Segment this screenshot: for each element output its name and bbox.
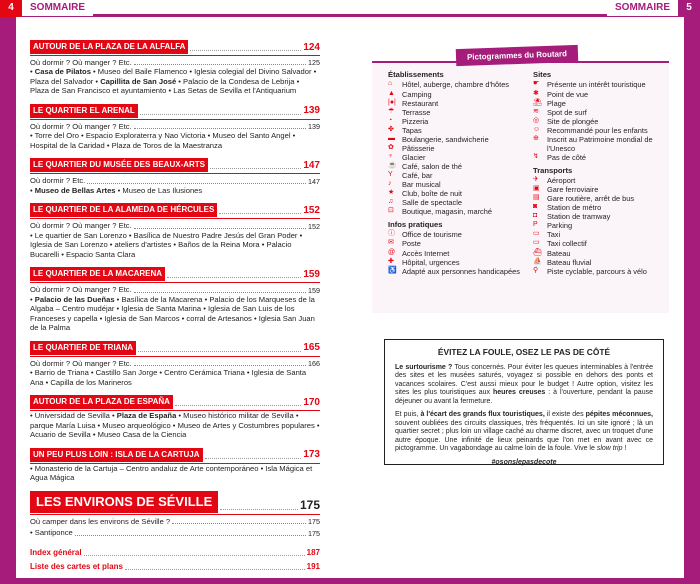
dot-leader	[205, 458, 302, 459]
toc-entry-page: 159	[308, 285, 320, 295]
toc-section-heading[interactable]	[30, 267, 320, 281]
toc-section-heading[interactable]	[30, 158, 320, 172]
toc-section-label: LE QUARTIER DE LA ALAMEDA DE HÉRCULES	[30, 203, 217, 217]
avoid-crowds-paragraph-2: Et puis, à l'écart des grands flux touristiques, il existe des pépites méconnues, souvent oubliées des circuits classiques, très fréquentés. Ici un site ignoré ; là un quartier secret ; plus loin un village caché au charme discret, avec un troquet d'une autre époque. Une infinité de lieux peinards que l'on met en avant avec ce pictogramme. Un vagabondage au calme loin de la foule. Vive le slow trip !	[395, 411, 653, 453]
toc-entry-page: 139	[308, 122, 320, 132]
pictogram-category: Établissements	[388, 70, 444, 79]
pictogram-label: Pas de côté	[547, 152, 587, 162]
pictogram-item	[533, 126, 668, 135]
pictogram-icon: ♿	[388, 266, 397, 274]
toc-section-sites: • Casa de Pilatos • Museo del Baile Flamenco • Iglesia colegial del Divino Salvador • Plaza del Salvador • Capillita de San José • Palacio de la Condesa de Lebrija • Plaza de San Francisco et ayuntamiento • Las Setas de Sevilla et l'Antiquarium	[30, 67, 317, 96]
pictogram-item	[533, 176, 668, 185]
pictogram-icon: ◎	[533, 116, 540, 124]
pictogram-item	[533, 230, 668, 239]
pictogram-item	[533, 90, 668, 99]
toc-section-label: LE QUARTIER EL ARENAL	[30, 104, 138, 118]
section-rule	[30, 173, 320, 174]
pictogram-item	[533, 267, 668, 276]
dot-leader	[219, 213, 301, 214]
pictogram-item	[388, 126, 533, 135]
pictogram-icon: ☺	[533, 125, 541, 133]
table-of-contents	[30, 40, 320, 572]
environs-heading[interactable]	[30, 491, 320, 513]
pictogram-label: Café, bar	[402, 170, 433, 180]
pictogram-item	[388, 171, 533, 180]
pictogram-label: Club, boîte de nuit	[402, 188, 462, 198]
pictogram-label: Taxi	[547, 230, 561, 240]
pictogram-category: Sites	[533, 70, 552, 79]
pictogram-label: Gare routière, arrêt de bus	[547, 194, 635, 204]
pictogram-label: Inscrit au Patrimoine mondial de l'Unesco	[547, 134, 653, 153]
pictogram-item	[533, 117, 668, 126]
pictogram-item	[388, 189, 533, 198]
toc-section-sites: • Palacio de las Dueñas • Basílica de la Macarena • Palacio de los Marqueses de la Algaba – Centro mudéjar • Iglesia de Santa Marina • Iglesia de San Luis de los Franceses y capella • Iglesia de San Marcos • corral de Artesanos • Iglesia San Juan de la Palma	[30, 294, 315, 333]
toc-entry-page: 166	[308, 359, 320, 369]
toc-section-sites: • Barrio de Triana • Castillo San Jorge • Centro Cerámica Triana • Iglesia de Santa Ana • Capilla de los Marineros	[30, 368, 307, 387]
toc-section	[30, 203, 320, 259]
pictogram-label: Adapté aux personnes handicapées	[402, 266, 520, 276]
toc-entry[interactable]	[30, 58, 320, 67]
pictogram-label: Salle de spectacle	[402, 197, 462, 207]
hashtag: #osonslepasdecote	[491, 458, 557, 466]
pictogram-item	[388, 180, 533, 189]
pictogram-category: Transports	[533, 165, 573, 175]
toc-section-sites: • Le quartier de San Lorenzo • Basílica de Nuestro Padre Jesús del Gran Poder • Iglesia de San Lorenzo • ateliers d'artistes • Baños de la Reina Mora • Palacio Bucarelli • Espacio Santa Clara	[30, 230, 303, 259]
pictogram-label: Parking	[547, 221, 573, 231]
pictogram-label: Présente un intérêt touristique	[547, 80, 646, 90]
avoid-crowds-paragraph-1: Le surtourisme ? Tous concernés. Pour éviter les queues interminables à l'entrée des sites et les musées saturés, voyagez si possible en dehors des ponts et vacances scolaires. C'est aussi mieux pour le budget ! Autre option, visitez les sites les plus touristiques aux heures creuses : à l'ouverture, pendant la pause déjeuner ou avant la fermeture.	[395, 363, 653, 405]
index-entry-page: 187	[306, 547, 320, 557]
pictogram-item	[388, 153, 533, 162]
dot-leader	[125, 569, 305, 570]
toc-entry-page: 147	[308, 176, 320, 186]
pictogram-icon: ▭	[533, 230, 540, 238]
toc-entry-text: Où dormir ? Où manger ? Etc.	[30, 285, 132, 295]
index-entry[interactable]	[30, 562, 320, 572]
pictogram-item	[388, 267, 533, 276]
pictogram-item	[388, 135, 533, 144]
index-entry-text: Index général	[30, 547, 82, 557]
pictogram-icon: ♪	[388, 179, 392, 187]
pictogram-item	[533, 194, 668, 203]
toc-section-page: 159	[303, 268, 320, 280]
dot-leader	[175, 405, 301, 406]
pictogram-icon: ♫	[388, 197, 394, 205]
toc-section-sites: • Monasterio de la Cartuja – Centro andaluz de Arte contemporáneo • Isla Mágica et Agua Mágica	[30, 463, 313, 483]
pictogram-icon: ✈	[533, 176, 539, 184]
pictogram-icon: ⌂	[388, 80, 393, 88]
pictogram-icon: ≋	[533, 107, 539, 115]
toc-section-label: LE QUARTIER DE LA MACARENA	[30, 267, 165, 281]
dot-leader	[138, 351, 301, 352]
pictogram-icon: ✤	[388, 125, 394, 133]
pictogram-icon: ◘	[533, 212, 538, 220]
toc-section-sites: • Torre del Oro • Espacio Exploraterra y Nao Victoria • Museo del Santo Angel • Hospital de la Caridad • Plaza de Toros de la Maestranza	[30, 131, 296, 150]
pictogram-icon: ✿	[388, 143, 394, 151]
pictogram-icon: ▲	[388, 89, 395, 97]
toc-entry[interactable]	[30, 285, 320, 294]
pictogram-title: Pictogrammes du Routard	[456, 45, 579, 66]
pictogram-icon: ⚲	[533, 266, 539, 274]
pictogram-column-left	[388, 70, 533, 276]
dot-leader	[134, 228, 306, 229]
toc-section-label: AUTOUR DE LA PLAZA DE LA ALFALFA	[30, 40, 188, 54]
pictogram-icon: ☂	[388, 107, 395, 115]
pictogram-label: Hôtel, auberge, chambre d'hôtes	[402, 80, 509, 90]
toc-section	[30, 395, 320, 439]
pictogram-icon: ⓘ	[388, 230, 395, 238]
pictogram-icon: ⛴	[533, 248, 542, 256]
bottom-border	[0, 578, 700, 584]
pictogram-item	[388, 162, 533, 171]
pictogram-item	[533, 108, 668, 117]
toc-section-label: UN PEU PLUS LOIN : ISLA DE LA CARTUJA	[30, 448, 203, 462]
dot-leader	[87, 183, 306, 184]
pictogram-icon: P	[533, 221, 538, 229]
toc-section-sites: • Universidad de Sevilla • Plaza de España • Museo histórico militar de Sevilla • parque María Luisa • Museo arqueológico • Museo de Artes y Costumbres populares • Acuario de Sevilla • Museo Casa de la Ciencia	[30, 411, 320, 440]
dot-leader	[167, 277, 301, 278]
dot-leader	[134, 365, 306, 366]
pictogram-item	[388, 99, 533, 108]
toc-entry[interactable]	[30, 176, 320, 185]
environs-label: LES ENVIRONS DE SÉVILLE	[30, 491, 218, 513]
toc-section-label: LE QUARTIER DU MUSÉE DES BEAUX-ARTS	[30, 158, 208, 172]
pictogram-item	[388, 108, 533, 117]
pictogram-item	[533, 239, 668, 248]
pictogram-label: Piste cyclable, parcours à vélo	[547, 266, 647, 276]
pictogram-label: Plage	[547, 98, 566, 108]
pictogram-label: Restaurant	[402, 98, 439, 108]
right-page-number: 5	[678, 0, 700, 17]
pictogram-label: Glacier	[402, 152, 426, 162]
pictogram-label: Poste	[402, 239, 421, 249]
toc-section-label: LE QUARTIER DE TRIANA	[30, 341, 136, 355]
pictogram-icon: ⛱	[533, 98, 542, 106]
right-page-title: SOMMAIRE	[607, 2, 678, 16]
pictogram-item	[388, 80, 533, 89]
pictogram-label: Bar musical	[402, 179, 441, 189]
toc-entry-page: 152	[308, 221, 320, 231]
toc-entry-page: 175	[308, 517, 320, 527]
pictogram-column-right	[533, 70, 668, 276]
pictogram-label: Gare ferroviaire	[547, 185, 599, 195]
section-rule	[30, 282, 320, 283]
toc-section-page: 139	[303, 105, 320, 117]
pictogram-icon: ◔	[388, 116, 393, 124]
left-border	[0, 0, 16, 584]
pictogram-label: Bateau fluvial	[547, 257, 592, 267]
pictogram-item	[388, 258, 533, 267]
toc-entry-text: Où dormir ? Où manger ? Etc.	[30, 358, 132, 368]
right-page-header	[607, 0, 700, 17]
pictogram-item	[533, 80, 668, 89]
toc-section-page: 170	[303, 396, 320, 408]
pictogram-item	[533, 203, 668, 212]
pictogram-icon: ✚	[388, 257, 394, 265]
toc-section-page: 124	[303, 41, 320, 53]
pictogram-icon: @	[388, 248, 396, 256]
dot-leader	[190, 50, 301, 51]
pictogram-item	[388, 207, 533, 216]
toc-section-heading[interactable]	[30, 341, 320, 355]
section-rule	[30, 55, 320, 56]
toc-entry[interactable]	[30, 528, 320, 537]
toc-section-heading[interactable]	[30, 203, 320, 217]
pictogram-item	[533, 249, 668, 258]
pictogram-icon: ▣	[533, 185, 540, 193]
pictogram-label: Café, salon de thé	[402, 161, 462, 171]
pictogram-label: Taxi collectif	[547, 239, 587, 249]
pictogram-item	[388, 230, 533, 239]
pictogram-icon: Y	[388, 170, 393, 178]
pictogram-legend	[388, 70, 668, 276]
pictogram-label: Accès Internet	[402, 248, 450, 258]
pictogram-icon: ✱	[533, 89, 539, 97]
dot-leader	[210, 168, 301, 169]
pictogram-icon: ✉	[388, 239, 394, 247]
environs-page: 175	[299, 497, 320, 512]
left-page-title: SOMMAIRE	[22, 2, 93, 16]
top-rule	[0, 14, 700, 17]
toc-section-heading[interactable]	[30, 40, 320, 54]
pictogram-label: Terrasse	[402, 107, 431, 117]
toc-section	[30, 448, 320, 483]
pictogram-label: Station de tramway	[547, 212, 611, 222]
pictogram-label: Station de métro	[547, 203, 602, 213]
pictogram-label: Hôpital, urgences	[402, 257, 460, 267]
pictogram-label: Camping	[402, 89, 432, 99]
pictogram-label: Bateau	[547, 248, 571, 258]
pictogram-icon: ↯	[533, 152, 539, 160]
pictogram-item	[533, 153, 668, 162]
toc-entry[interactable]	[30, 221, 320, 230]
pictogram-item	[388, 144, 533, 153]
avoid-crowds-box	[384, 339, 664, 465]
pictogram-icon: ⛵	[533, 257, 542, 265]
pictogram-icon: ▭	[533, 239, 540, 247]
pictogram-category: Infos pratiques	[388, 219, 443, 229]
section-rule	[30, 514, 320, 515]
toc-section-sites: • Museo de Bellas Artes • Museo de Las Ilusiones	[30, 185, 203, 195]
toc-entry[interactable]	[30, 517, 320, 526]
toc-section-heading[interactable]	[30, 448, 320, 462]
toc-section	[30, 341, 320, 387]
pictogram-label: Point de vue	[547, 89, 589, 99]
pictogram-label: Spot de surf	[547, 107, 587, 117]
pictogram-item	[533, 135, 668, 153]
pictogram-label: Boulangerie, sandwicherie	[402, 134, 489, 144]
pictogram-label: Pâtisserie	[402, 143, 435, 153]
pictogram-icon: ▬	[388, 134, 395, 142]
section-rule	[30, 119, 320, 120]
dot-leader	[134, 292, 306, 293]
toc-section-page: 165	[303, 342, 320, 354]
toc-entry-text: Où dormir ? Où manger ? Etc.	[30, 121, 132, 131]
toc-entry-text: Où dormir ? Où manger ? Etc.	[30, 221, 132, 231]
pictogram-item	[388, 117, 533, 126]
pictogram-label: Recommandé pour les enfants	[547, 125, 648, 135]
pictogram-item	[533, 212, 668, 221]
pictogram-icon: ♆	[388, 152, 394, 160]
left-page-number: 4	[0, 0, 22, 17]
pictogram-item	[533, 258, 668, 267]
pictogram-item	[533, 99, 668, 108]
toc-entry[interactable]	[30, 359, 320, 368]
toc-section-label: AUTOUR DE LA PLAZA DE ESPAÑA	[30, 395, 173, 409]
pictogram-icon: ★	[388, 188, 395, 196]
index-entry-text: Liste des cartes et plans	[30, 561, 123, 571]
pictogram-icon: ▤	[533, 194, 540, 202]
section-rule	[30, 218, 320, 219]
toc-entry-text: Où dormir ? Où manger ? Etc.	[30, 58, 132, 67]
pictogram-item	[533, 221, 668, 230]
dot-leader	[75, 535, 306, 536]
toc-section	[30, 158, 320, 195]
toc-entry-page: 175	[308, 528, 320, 538]
pictogram-icon: ⊕	[533, 134, 539, 142]
dot-leader	[84, 555, 305, 556]
section-rule	[30, 356, 320, 357]
toc-section	[30, 267, 320, 332]
pictogram-icon: ⊡	[388, 206, 394, 214]
toc-section	[30, 40, 320, 96]
pictogram-label: Boutique, magasin, marché	[402, 206, 492, 216]
index-entry-page: 191	[306, 561, 320, 571]
pictogram-label: Tapas	[402, 125, 422, 135]
dot-leader	[140, 114, 302, 115]
toc-section-heading[interactable]	[30, 104, 320, 118]
pictogram-item	[388, 90, 533, 99]
toc-section-heading[interactable]	[30, 395, 320, 409]
pictogram-icon: ☛	[533, 80, 540, 88]
pictogram-item	[388, 198, 533, 207]
dot-leader	[220, 509, 298, 510]
toc-entry-text: Où camper dans les environs de Séville ?	[30, 516, 171, 526]
toc-section-page: 152	[303, 204, 320, 216]
toc-entry-text: Où dormir ? Etc.	[30, 176, 86, 186]
pictogram-label: Aéroport	[547, 176, 576, 186]
dot-leader	[172, 523, 306, 524]
index-entry[interactable]	[30, 548, 320, 558]
dot-leader	[134, 128, 306, 129]
pictogram-label: Pizzeria	[402, 116, 429, 126]
left-page-header	[0, 0, 93, 17]
pictogram-item	[388, 239, 533, 248]
pictogram-label: Office de tourisme	[402, 230, 462, 240]
right-border	[684, 0, 700, 584]
pictogram-label: Site de plongée	[547, 116, 599, 126]
toc-entry-text: • Santiponce	[30, 528, 73, 538]
toc-entry-page: 125	[308, 58, 320, 68]
pictogram-item	[388, 249, 533, 258]
pictogram-icon: ☕	[388, 161, 397, 169]
pictogram-icon: ◙	[533, 203, 538, 211]
dot-leader	[134, 64, 306, 65]
toc-entry[interactable]	[30, 122, 320, 131]
avoid-crowds-title: ÉVITEZ LA FOULE, OSEZ LE PAS DE CÔTÉ	[437, 347, 611, 357]
pictogram-icon: |●|	[388, 98, 396, 106]
pictogram-item	[533, 185, 668, 194]
toc-section-page: 147	[303, 159, 320, 171]
toc-section-page: 173	[303, 449, 320, 461]
toc-section	[30, 104, 320, 150]
